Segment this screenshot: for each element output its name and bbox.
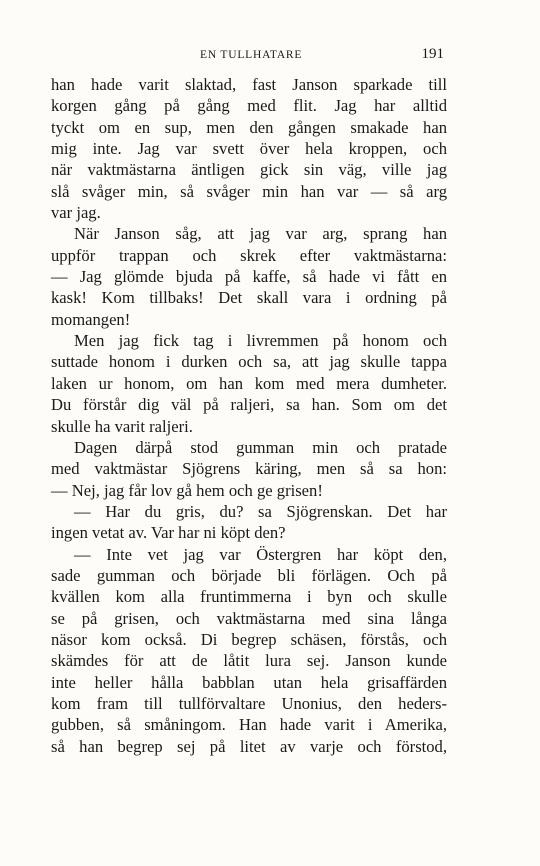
text-line: näsor kom också. Di begrep schäsen, förstås, och: [51, 629, 447, 649]
text-line: ingen vetat av. Var har ni köpt den?: [51, 523, 286, 543]
page-number: 191: [421, 46, 444, 62]
text-line: korgen gång på gång med flit. Jag har alltid: [51, 96, 447, 116]
text-line: med vaktmästar Sjögrens käring, men så sa hon:: [51, 459, 447, 479]
text-line: — Jag glömde bjuda på kaffe, så hade vi fått en: [51, 267, 447, 287]
text-line: När Janson såg, att jag var arg, sprang han: [74, 224, 447, 244]
text-line: laken ur honom, om han kom med mera dumheter.: [51, 373, 447, 393]
text-line: skulle ha varit raljeri.: [51, 416, 193, 436]
text-line: när vaktmästarna äntligen gick sin väg, ville jag: [51, 160, 447, 180]
text-line: kask! Kom tillbaks! Det skall vara i ordning på: [51, 288, 447, 308]
text-line: skämdes för att de låtit lura sej. Janson kunde: [51, 651, 447, 671]
text-line: slå svåger min, så svåger min han var — så arg: [51, 181, 447, 201]
text-line: tyckt om en sup, men den gången smakade han: [51, 117, 447, 137]
text-line: — Nej, jag får lov gå hem och ge grisen!: [51, 480, 323, 500]
text-line: Men jag fick tag i livremmen på honom och: [74, 331, 447, 351]
text-line: så han begrep sej på litet av varje och förstod,: [51, 736, 447, 756]
text-line: sade gumman och började bli förlägen. Och på: [51, 565, 447, 585]
text-line: — Inte vet jag var Östergren har köpt den,: [74, 544, 447, 564]
text-line: han hade varit slaktad, fast Janson sparkade till: [51, 75, 447, 94]
text-line: mig inte. Jag var svett över hela kroppen, och: [51, 139, 447, 159]
running-head: [52, 46, 444, 66]
text-line: kom fram till tullförvaltare Unonius, den heders-: [51, 693, 447, 713]
text-line: se på grisen, och vaktmästarna med sina långa: [51, 608, 447, 628]
text-line: Du förstår dig väl på raljeri, sa han. Som om det: [51, 395, 447, 415]
running-title: EN TULLHATARE: [200, 49, 303, 61]
text-line: inte heller hålla babblan utan hela grisaffärden: [51, 672, 447, 692]
text-line: suttade honom i durken och sa, att jag skulle tappa: [51, 352, 447, 372]
text-line: Dagen därpå stod gumman min och pratade: [74, 437, 447, 457]
text-line: kvällen kom alla fruntimmerna i byn och skulle: [51, 587, 447, 607]
text-line: var jag.: [51, 203, 101, 223]
text-line: uppför trappan och skrek efter vaktmästarna:: [51, 245, 447, 265]
text-line: momangen!: [51, 309, 131, 329]
text-line: — Har du gris, du? sa Sjögrenskan. Det har: [74, 501, 447, 521]
text-line: gubben, så småningom. Han hade varit i Amerika,: [51, 715, 447, 735]
body-text: [51, 74, 447, 757]
